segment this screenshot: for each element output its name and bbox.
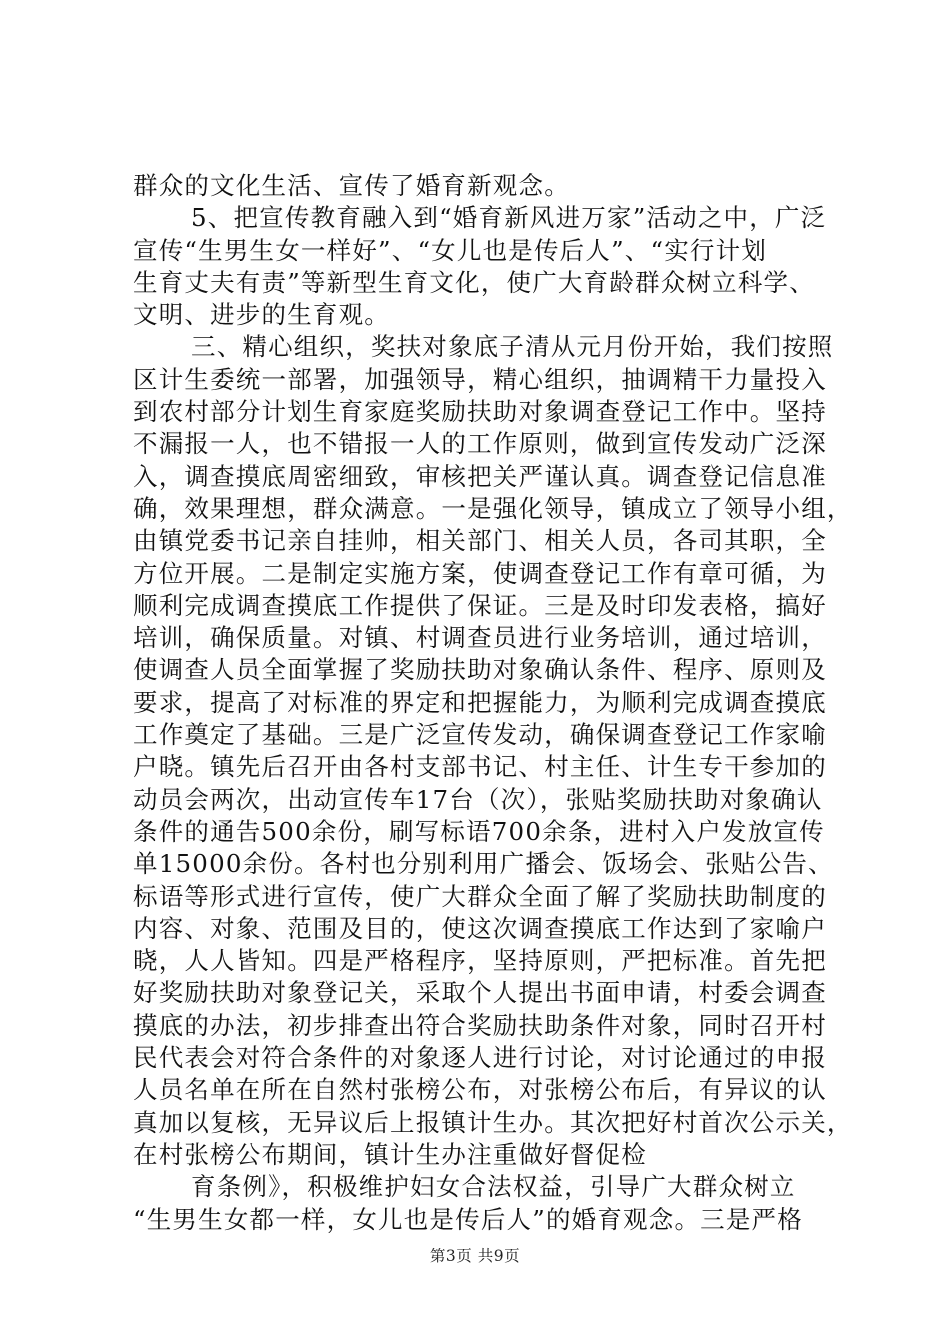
text-line: 工作奠定了基础。三是广泛宣传发动，确保调查登记工作家喻 [133, 720, 827, 750]
text-line: “生男生女都一样，女儿也是传后人”的婚育观念。三是严格 [133, 1204, 803, 1234]
text-line: 真加以复核，无异议后上报镇计生办。其次把好村首次公示关， [133, 1107, 853, 1137]
document-body [133, 170, 853, 1236]
text-line: 标语等形式进行宣传，使广大群众全面了解了奖励扶助制度的 [133, 881, 827, 911]
text-line: 文明、进步的生育观。 [133, 300, 390, 330]
text-line: 生育丈夫有责”等新型生育文化，使广大育龄群众树立科学、 [133, 267, 815, 297]
text-line: 动员会两次，出动宣传车17台（次），张贴奖励扶助对象确认 [133, 784, 823, 814]
text-line: 育条例》，积极维护妇女合法权益，引导广大群众树立 [191, 1172, 796, 1202]
text-line: 晓，人人皆知。四是严格程序，坚持原则，严把标准。首先把 [133, 946, 827, 976]
text-line: 培训，确保质量。对镇、村调查员进行业务培训，通过培训， [133, 623, 827, 653]
text-line: 三、精心组织，奖扶对象底子清从元月份开始，我们按照 [191, 332, 834, 362]
text-line: 由镇党委书记亲自挂帅，相关部门、相关人员，各司其职，全 [133, 526, 827, 556]
page-footer: 第3页 共9页 [429, 1247, 521, 1265]
text-line: 内容、对象、范围及目的，使这次调查摸底工作达到了家喻户 [133, 913, 827, 943]
text-line: 条件的通告500余份，刷写标语700余条，进村入户发放宣传 [133, 816, 825, 846]
text-line: 使调查人员全面掌握了奖励扶助对象确认条件、程序、原则及 [133, 655, 827, 685]
text-line: 方位开展。二是制定实施方案，使调查登记工作有章可循，为 [133, 558, 827, 588]
text-line: 要求，提高了对标准的界定和把握能力，为顺利完成调查摸底 [133, 687, 827, 717]
text-line: 在村张榜公布期间，镇计生办注重做好督促检 [133, 1139, 647, 1169]
text-line: 单15000余份。各村也分别利用广播会、饭场会、张贴公告、 [133, 849, 834, 879]
text-line: 到农村部分计划生育家庭奖励扶助对象调查登记工作中。坚持 [133, 397, 827, 427]
text-line: 确，效果理想，群众满意。一是强化领导，镇成立了领导小组， [133, 493, 853, 523]
text-line: 户晓。镇先后召开由各村支部书记、村主任、计生专干参加的 [133, 752, 827, 782]
text-line: 入，调查摸底周密细致，审核把关严谨认真。调查登记信息准 [133, 461, 827, 491]
text-line: 人员名单在所在自然村张榜公布，对张榜公布后，有异议的认 [133, 1075, 827, 1105]
text-line: 民代表会对符合条件的对象逐人进行讨论，对讨论通过的申报 [133, 1043, 827, 1073]
text-line: 好奖励扶助对象登记关，采取个人提出书面申请，村委会调查 [133, 978, 827, 1008]
text-line: 顺利完成调查摸底工作提供了保证。三是及时印发表格，搞好 [133, 590, 827, 620]
text-line: 宣传“生男生女一样好”、“女儿也是传后人”、“实行计划 [133, 235, 768, 265]
text-line: 不漏报一人，也不错报一人的工作原则，做到宣传发动广泛深 [133, 429, 827, 459]
text-line: 群众的文化生活、宣传了婚育新观念。 [133, 171, 570, 200]
text-line: 区计生委统一部署，加强领导，精心组织，抽调精干力量投入 [133, 364, 827, 394]
text-line: 5、把宣传教育融入到“婚育新风进万家”活动之中，广泛 [191, 203, 827, 233]
text-line: 摸底的办法，初步排查出符合奖励扶助条件对象，同时召开村 [133, 1010, 827, 1040]
